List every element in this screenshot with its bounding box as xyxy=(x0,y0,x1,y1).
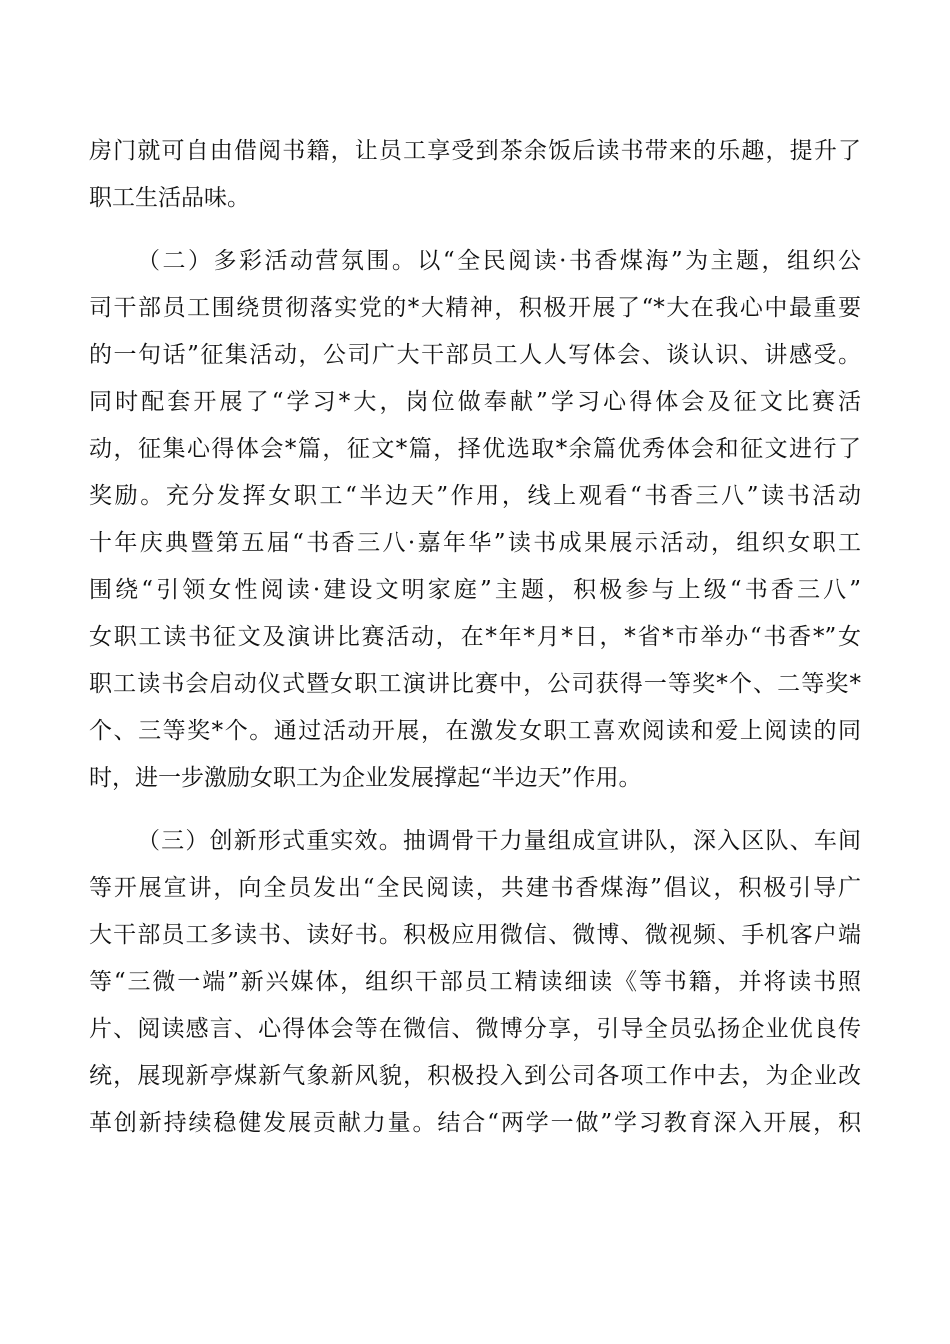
text-line: （三）创新形式重实效。抽调骨干力量组成宣讲队，深入区队、车间 xyxy=(137,828,861,854)
document-body xyxy=(89,128,861,1163)
text-line: 职工读书会启动仪式暨女职工演讲比赛中，公司获得一等奖*个、二等奖* xyxy=(89,671,861,697)
text-line: 片、阅读感言、心得体会等在微信、微博分享，引导全员弘扬企业优良传 xyxy=(89,1016,861,1042)
text-line: 时，进一步激励女职工为企业发展撑起“半边天”作用。 xyxy=(89,765,642,791)
paragraph-3 xyxy=(89,818,861,1147)
text-line: 动，征集心得体会*篇，征文*篇，择优选取*余篇优秀体会和征文进行了 xyxy=(89,436,861,462)
paragraph-2 xyxy=(89,238,861,802)
text-line: 同时配套开展了“学习*大，岗位做奉献”学习心得体会及征文比赛活 xyxy=(89,389,861,415)
text-line: 职工生活品味。 xyxy=(89,185,250,211)
paragraph-1 xyxy=(89,128,861,222)
text-line: 司干部员工围绕贯彻落实党的*大精神，积极开展了“*大在我心中最重要 xyxy=(89,295,861,321)
text-line: 十年庆典暨第五届“书香三八·嘉年华”读书成果展示活动，组织女职工 xyxy=(89,530,861,556)
text-line: 等“三微一端”新兴媒体，组织干部员工精读细读《等书籍，并将读书照 xyxy=(89,969,861,995)
text-line: 的一句话”征集活动，公司广大干部员工人人写体会、谈认识、讲感受。 xyxy=(89,342,861,368)
text-line: 女职工读书征文及演讲比赛活动，在*年*月*日，*省*市举办“书香*”女 xyxy=(89,624,861,650)
text-line: 个、三等奖*个。通过活动开展，在激发女职工喜欢阅读和爱上阅读的同 xyxy=(89,718,861,744)
text-line: （二）多彩活动营氛围。以“全民阅读·书香煤海”为主题，组织公 xyxy=(137,248,861,274)
text-line: 房门就可自由借阅书籍，让员工享受到茶余饭后读书带来的乐趣，提升了 xyxy=(89,138,861,164)
text-line: 统，展现新亭煤新气象新风貌，积极投入到公司各项工作中去，为企业改 xyxy=(89,1063,861,1089)
text-line: 奖励。充分发挥女职工“半边天”作用，线上观看“书香三八”读书活动 xyxy=(89,483,861,509)
text-line: 等开展宣讲，向全员发出“全民阅读，共建书香煤海”倡议，积极引导广 xyxy=(89,875,861,901)
text-line: 大干部员工多读书、读好书。积极应用微信、微博、微视频、手机客户端 xyxy=(89,922,861,948)
text-line: 革创新持续稳健发展贡献力量。结合“两学一做”学习教育深入开展，积 xyxy=(89,1110,861,1136)
text-line: 围绕“引领女性阅读·建设文明家庭”主题，积极参与上级“书香三八” xyxy=(89,577,861,603)
